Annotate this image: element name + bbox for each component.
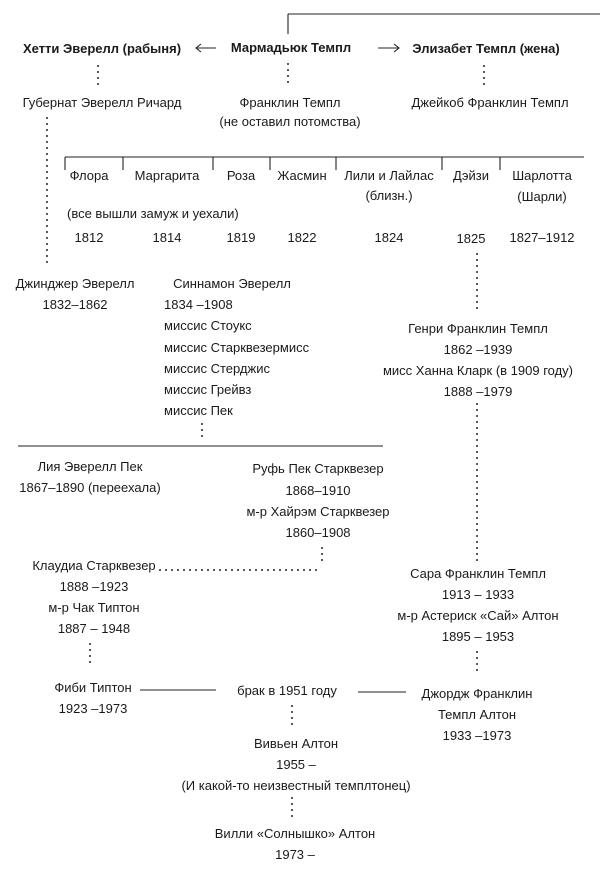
henry-spouse: мисс Ханна Кларк (в 1909 году) bbox=[382, 363, 574, 378]
daughter-name: Флора bbox=[69, 168, 109, 183]
daughter-name: Лили и Лайлас bbox=[344, 168, 434, 183]
cinnamon-years: 1834 –1908 bbox=[164, 297, 233, 312]
vivien-name: Вивьен Алтон bbox=[253, 736, 339, 751]
claudia-spouse-years: 1887 – 1948 bbox=[57, 621, 131, 636]
claudia-starkweather bbox=[32, 558, 155, 637]
daughter-year: 1822 bbox=[287, 230, 317, 245]
hetty-everell: Хетти Эверелл (рабыня) bbox=[22, 41, 182, 56]
cinnamon-husband: миссис Пек bbox=[164, 403, 233, 418]
claudia-spouse: м-р Чак Типтон bbox=[48, 600, 140, 615]
cinnamon-husband: миссис Старквезермисс bbox=[164, 340, 310, 355]
daughter-year: 1824 bbox=[374, 230, 404, 245]
ginger-years: 1832–1862 bbox=[42, 297, 108, 312]
franklin-temple-note: (не оставил потомства) bbox=[219, 114, 361, 129]
daughter-year: 1827–1912 bbox=[509, 230, 575, 245]
daughter-name: Маргарита bbox=[134, 168, 200, 183]
daughter-note: (Шарли) bbox=[517, 189, 567, 204]
sarah-name: Сара Франклин Темпл bbox=[410, 566, 546, 581]
daughter-year: 1825 bbox=[456, 231, 486, 246]
governor-everell: Губернат Эверелл Ричард bbox=[22, 95, 182, 110]
franklin-temple bbox=[219, 95, 360, 130]
cinnamon-everell-name: Синнамон Эверелл bbox=[173, 276, 291, 291]
daughters-note: (все вышли замуж и уехали) bbox=[67, 206, 239, 221]
cinnamon-husband: миссис Грейвз bbox=[164, 382, 252, 397]
ruth-spouse: м-р Хайрэм Старквезер bbox=[246, 504, 390, 519]
ruth-name: Руфь Пек Старквезер bbox=[252, 461, 384, 476]
leah-everell-peck bbox=[19, 459, 160, 496]
phoebe-name: Фиби Типтон bbox=[54, 680, 132, 695]
henry-franklin-temple bbox=[383, 321, 573, 400]
george-franklin-temple-alton bbox=[422, 686, 533, 744]
henry-name: Генри Франклин Темпл bbox=[408, 321, 548, 336]
claudia-years: 1888 –1923 bbox=[59, 579, 129, 594]
elizabeth-temple: Элизабет Темпл (жена) bbox=[412, 41, 560, 56]
ginger-everell bbox=[16, 276, 135, 313]
sarah-franklin-temple bbox=[397, 566, 558, 645]
henry-years: 1862 –1939 bbox=[443, 342, 513, 357]
sarah-spouse-years: 1895 – 1953 bbox=[441, 629, 515, 644]
willie-years: 1973 – bbox=[275, 847, 315, 862]
vivien-years: 1955 – bbox=[276, 757, 316, 772]
daughter-year: 1819 bbox=[226, 230, 256, 245]
ruth-peck-starkweather bbox=[246, 461, 389, 541]
franklin-temple-name: Франклин Темпл bbox=[239, 95, 341, 110]
george-years: 1933 –1973 bbox=[442, 728, 512, 743]
jacob-franklin-temple: Джейкоб Франклин Темпл bbox=[411, 95, 569, 110]
vivien-note: (И какой-то неизвестный темплтонец) bbox=[181, 778, 411, 793]
ruth-spouse-years: 1860–1908 bbox=[285, 525, 351, 540]
ginger-name: Джинджер Эверелл bbox=[15, 276, 135, 291]
henry-spouse-years: 1888 –1979 bbox=[443, 384, 513, 399]
sarah-years: 1913 – 1933 bbox=[441, 587, 515, 602]
leah-years: 1867–1890 (переехала) bbox=[19, 480, 161, 495]
marriage-label: брак в 1951 году bbox=[237, 683, 337, 698]
willie-name: Вилли «Солнышко» Алтон bbox=[214, 826, 376, 841]
leah-name: Лия Эверелл Пек bbox=[37, 459, 143, 474]
daughter-name: Шарлотта bbox=[512, 168, 572, 183]
willie-sunshine-alton bbox=[215, 826, 375, 863]
daughter-year: 1814 bbox=[152, 230, 182, 245]
daughter-name: Роза bbox=[226, 168, 256, 183]
ruth-years: 1868–1910 bbox=[285, 483, 351, 498]
daughter-year: 1812 bbox=[74, 230, 104, 245]
sarah-spouse: м-р Астериск «Сай» Алтон bbox=[397, 608, 559, 623]
claudia-name: Клаудиа Старквезер bbox=[32, 558, 156, 573]
vivien-alton bbox=[181, 736, 410, 794]
daughter-note: (близн.) bbox=[365, 188, 413, 203]
daughter-name: Дэйзи bbox=[453, 168, 489, 183]
george-name-line2: Темпл Алтон bbox=[437, 707, 517, 722]
cinnamon-husband: миссис Стоукс bbox=[164, 318, 252, 333]
cinnamon-husband: миссис Стерджис bbox=[164, 361, 270, 376]
marmaduke-temple: Мармадьюк Темпл bbox=[230, 40, 352, 55]
daughter-name: Жасмин bbox=[277, 168, 327, 183]
phoebe-years: 1923 –1973 bbox=[58, 701, 128, 716]
phoebe-tipton bbox=[54, 680, 131, 717]
george-name-line1: Джордж Франклин bbox=[421, 686, 533, 701]
